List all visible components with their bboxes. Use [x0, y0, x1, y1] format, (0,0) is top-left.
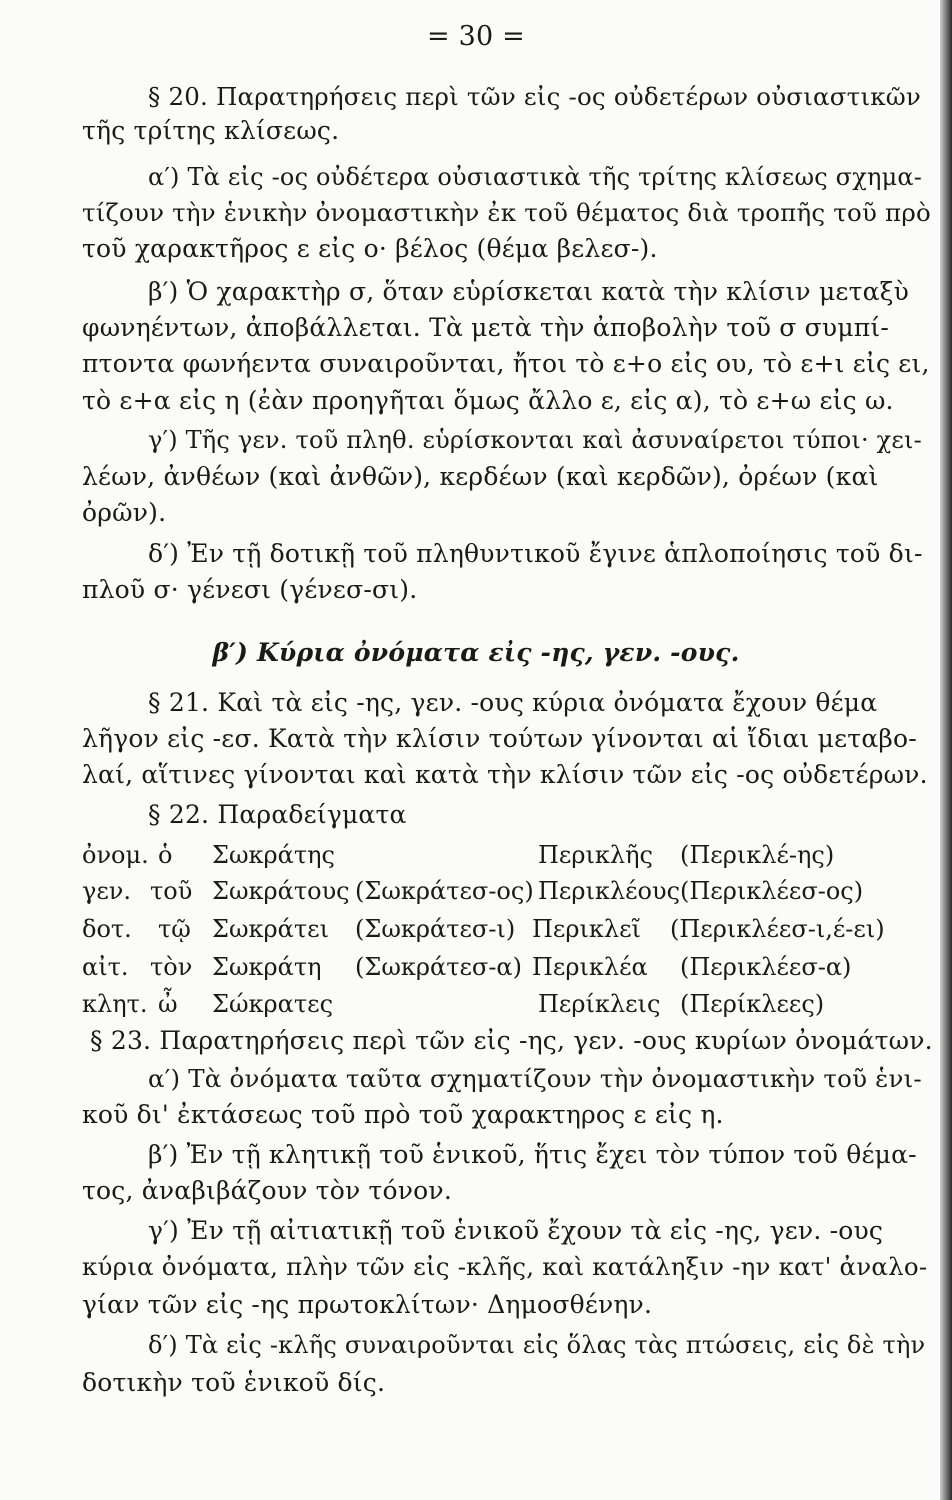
form-sokrates: Σωκράτει — [212, 915, 329, 943]
case-label: ὀνομ. — [82, 841, 149, 869]
text-line: β′) Ἐν τῇ κλητικῇ τοῦ ἑνικοῦ, ἥτις ἔχει τὸν τύπον τοῦ θέμα- — [148, 1140, 917, 1169]
stem-sokrates: (Σωκράτεσ-α) — [355, 953, 522, 981]
text-line: δ′) Ἐν τῇ δοτικῇ τοῦ πληθυντικοῦ ἔγινε ἁπλοποίησις τοῦ δι- — [148, 539, 923, 568]
stem-perikles: (Περικλέεσ-ος) — [680, 877, 864, 905]
text-line: λῆγον εἰς -εσ. Κατὰ τὴν κλίσιν τούτων γίνονται αἱ ἴδιαι μεταβο- — [82, 724, 917, 753]
section-21-heading: § 21. Καὶ τὰ εἰς -ης, γεν. -ους κύρια ὀνόματα ἔχουν θέμα — [148, 688, 878, 717]
text-line: δ′) Τὰ εἰς -κλῆς συναιροῦνται εἰς ὅλας τὰς πτώσεις, εἰς δὲ τὴν — [148, 1331, 926, 1359]
text-line: γίαν τῶν εἰς -ης πρωτοκλίτων· Δημοσθένην. — [82, 1290, 653, 1319]
form-perikles: Περικλῆς — [538, 841, 653, 869]
form-sokrates: Σώκρατες — [212, 990, 334, 1018]
case-label: δοτ. — [82, 915, 132, 943]
stem-sokrates: (Σωκράτεσ-ι) — [355, 915, 516, 943]
text-line: α′) Τὰ ὀνόματα ταῦτα σχηματίζουν τὴν ὀνομαστικὴν τοῦ ἑνι- — [148, 1064, 922, 1093]
text-line: τὸ ε+α εἰς η (ἐὰν προηγῆται ὅμως ἄλλο ε, εἰς α), τὸ ε+ω εἰς ω. — [82, 386, 894, 415]
stem-perikles: (Περικλέ-ης) — [680, 841, 835, 869]
text-line: γ′) Ἐν τῇ αἰτιατικῇ τοῦ ἑνικοῦ ἔχουν τὰ εἰς -ης, γεν. -ους — [148, 1216, 884, 1245]
text-line: τῆς τρίτης κλίσεως. — [82, 116, 340, 145]
text-line: λαί, αἵτινες γίνονται καὶ κατὰ τὴν κλίσιν τῶν εἰς -ος οὐδετέρων. — [82, 760, 928, 789]
stem-perikles: (Περικλέεσ-α) — [680, 953, 852, 981]
text-line: πτοντα φωνήεντα συναιροῦνται, ἤτοι τὸ ε+ο εἰς ου, τὸ ε+ι εἰς ει, — [82, 349, 930, 378]
text-line: δοτικὴν τοῦ ἑνικοῦ δίς. — [82, 1368, 386, 1397]
page-number: = 30 = — [427, 21, 525, 52]
article: τοῦ — [150, 877, 193, 905]
section-23-heading: § 23. Παρατηρήσεις περὶ τῶν εἰς -ης, γεν. -ους κυρίων ὀνομάτων. — [90, 1026, 933, 1055]
article: ὁ — [158, 841, 173, 869]
form-perikles: Περικλέα — [532, 953, 648, 981]
case-label: κλητ. — [82, 990, 148, 1018]
text-line: κοῦ δι' ἐκτάσεως τοῦ πρὸ τοῦ χαρακτηρος ε εἰς η. — [82, 1100, 724, 1129]
text-line: τοῦ χαρακτῆρος ε εἰς ο· βέλος (θέμα βελεσ-). — [82, 234, 658, 263]
article: τῷ — [158, 915, 191, 943]
text-line: γ′) Τῆς γεν. τοῦ πληθ. εὑρίσκονται καὶ ἀσυναίρετοι τύποι· χει- — [148, 426, 922, 454]
form-perikles: Περικλέους — [538, 877, 681, 905]
section-20-heading: § 20. Παρατηρήσεις περὶ τῶν εἰς -ος οὐδετέρων οὐσιαστικῶν — [148, 82, 922, 111]
text-line: τίζουν τὴν ἑνικὴν ὀνομαστικὴν ἐκ τοῦ θέματος διὰ τροπῆς τοῦ πρὸ — [82, 198, 931, 227]
form-perikles: Περικλεῖ — [532, 915, 641, 943]
text-line: πλοῦ σ· γένεσι (γένεσ-σι). — [82, 575, 418, 604]
stem-perikles: (Περίκλεες) — [680, 990, 825, 1018]
case-label: γεν. — [82, 877, 131, 905]
article: ὦ — [158, 990, 178, 1018]
form-sokrates: Σωκράτης — [212, 841, 335, 869]
form-sokrates: Σωκράτους — [212, 877, 350, 905]
article: τὸν — [150, 953, 193, 981]
text-line: φωνηέντων, ἀποβάλλεται. Τὰ μετὰ τὴν ἀποβολὴν τοῦ σ συμπί- — [82, 313, 890, 342]
text-line: α′) Τὰ εἰς -ος οὐδέτερα οὐσιαστικὰ τῆς τρίτης κλίσεως σχημα- — [148, 163, 923, 191]
text-line: κύρια ὀνόματα, πλὴν τῶν εἰς -κλῆς, καὶ κατάληξιν -ην κατ' ἀναλο- — [82, 1252, 928, 1281]
case-label: αἰτ. — [82, 953, 129, 981]
text-line: β′) Ὁ χαρακτὴρ σ, ὅταν εὑρίσκεται κατὰ τὴν κλίσιν μεταξὺ — [148, 277, 910, 306]
text-line: ὀρῶν). — [82, 498, 167, 527]
stem-sokrates: (Σωκράτεσ-ος) — [355, 877, 534, 905]
text-line: τος, ἀναβιβάζουν τὸν τόνον. — [82, 1176, 452, 1205]
text-line: λέων, ἀνθέων (καὶ ἀνθῶν), κερδέων (καὶ κερδῶν), ὀρέων (καὶ — [82, 462, 879, 491]
stem-perikles: (Περικλέεσ-ι,έ-ει) — [670, 915, 885, 943]
form-perikles: Περίκλεις — [538, 990, 661, 1018]
subsection-heading: β′) Κύρια ὀνόματα εἰς -ης, γεν. -ους. — [212, 638, 740, 667]
form-sokrates: Σωκράτη — [212, 953, 322, 981]
page-edge-shadow — [940, 0, 952, 1500]
section-22-heading: § 22. Παραδείγματα — [148, 800, 407, 829]
